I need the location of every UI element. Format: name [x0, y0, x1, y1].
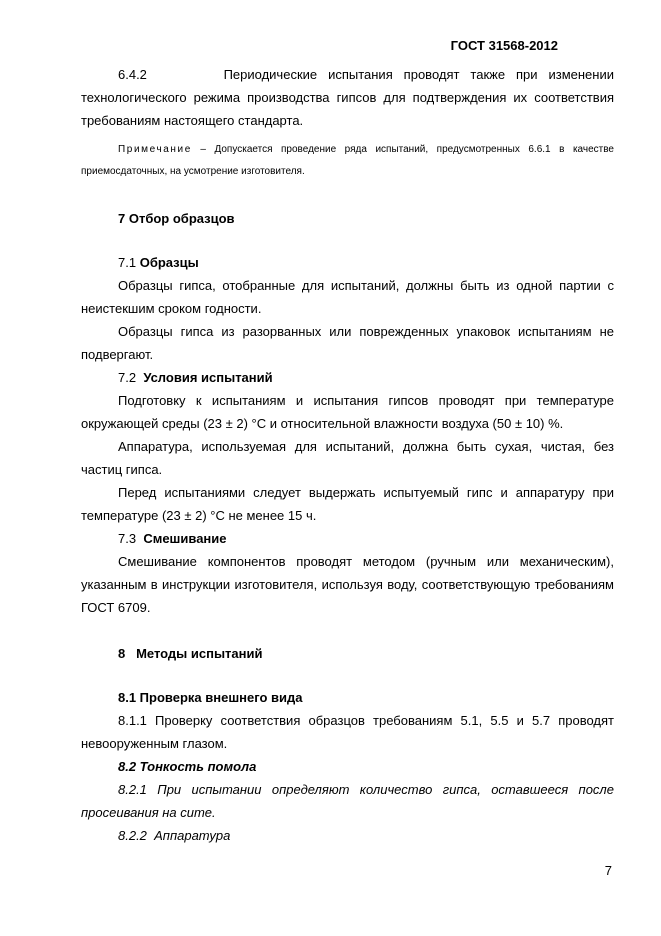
section-8-heading: 8 Методы испытаний [118, 646, 263, 661]
clause-text: Периодические испытания проводят также при изменении технологического режима производства гипсов для подтверждения их соответствия требованиям настоящего стандарта. [81, 67, 614, 128]
clause-number: 7.1 [118, 255, 137, 270]
clause-7-3-heading [81, 527, 614, 550]
clause-7-2-paragraph-2: Аппаратура, используемая для испытаний, должна быть сухая, чистая, без частиц гипса. [81, 439, 614, 477]
clause-number: 7.2 [118, 370, 137, 385]
page-number: 7 [604, 863, 612, 878]
section-7-heading: 7 Отбор образцов [118, 211, 235, 226]
note-text: – Допускается проведение ряда испытаний, предусмотренных 6.6.1 в качестве приемосдаточных, на усмотрение изготовителя. [81, 144, 614, 177]
clause-8-1-1: 8.1.1 Проверку соответствия образцов требованиям 5.1, 5.5 и 5.7 проводят невооруженным глазом. [81, 713, 614, 751]
clause-number: 6.4.2 [118, 67, 147, 82]
clause-title: Образцы [139, 255, 199, 270]
page-content [81, 63, 614, 847]
clause-7-1-heading [81, 251, 614, 274]
clause-6-4-2 [81, 63, 614, 132]
note-label: Примечание [118, 144, 192, 155]
clause-7-2-paragraph-1: Подготовку к испытаниям и испытания гипсов проводят при температуре окружающей среды (23 ± 2) °С и относительной влажности воздуха (50 ± 10) %. [81, 393, 614, 431]
note [81, 139, 614, 183]
clause-7-1-paragraph-1: Образцы гипса, отобранные для испытаний, должны быть из одной партии с неистекшим сроком годности. [81, 278, 614, 316]
clause-8-2-heading: 8.2 Тонкость помола [118, 759, 257, 774]
clause-7-1-paragraph-2: Образцы гипса из разорванных или поврежденных упаковок испытаниям не подвергают. [81, 324, 614, 362]
standard-header: ГОСТ 31568-2012 [450, 38, 558, 53]
clause-title: Смешивание [143, 531, 227, 546]
clause-7-2-paragraph-3: Перед испытаниями следует выдержать испытуемый гипс и аппаратуру при температуре (23 ± 2) °С не менее 15 ч. [81, 485, 614, 523]
clause-title: Условия испытаний [143, 370, 273, 385]
clause-8-2-1: 8.2.1 При испытании определяют количество гипса, оставшееся после просеивания на сите. [81, 782, 614, 820]
clause-7-3-paragraph-1: Смешивание компонентов проводят методом (ручным или механическим), указанным в инструкции изготовителя, используя воду, соответствующую требованиям ГОСТ 6709. [81, 554, 614, 615]
clause-8-1-heading: 8.1 Проверка внешнего вида [118, 690, 303, 705]
clause-8-2-2: 8.2.2 Аппаратура [118, 828, 231, 843]
clause-7-2-heading [81, 366, 614, 389]
clause-number: 7.3 [118, 531, 137, 546]
